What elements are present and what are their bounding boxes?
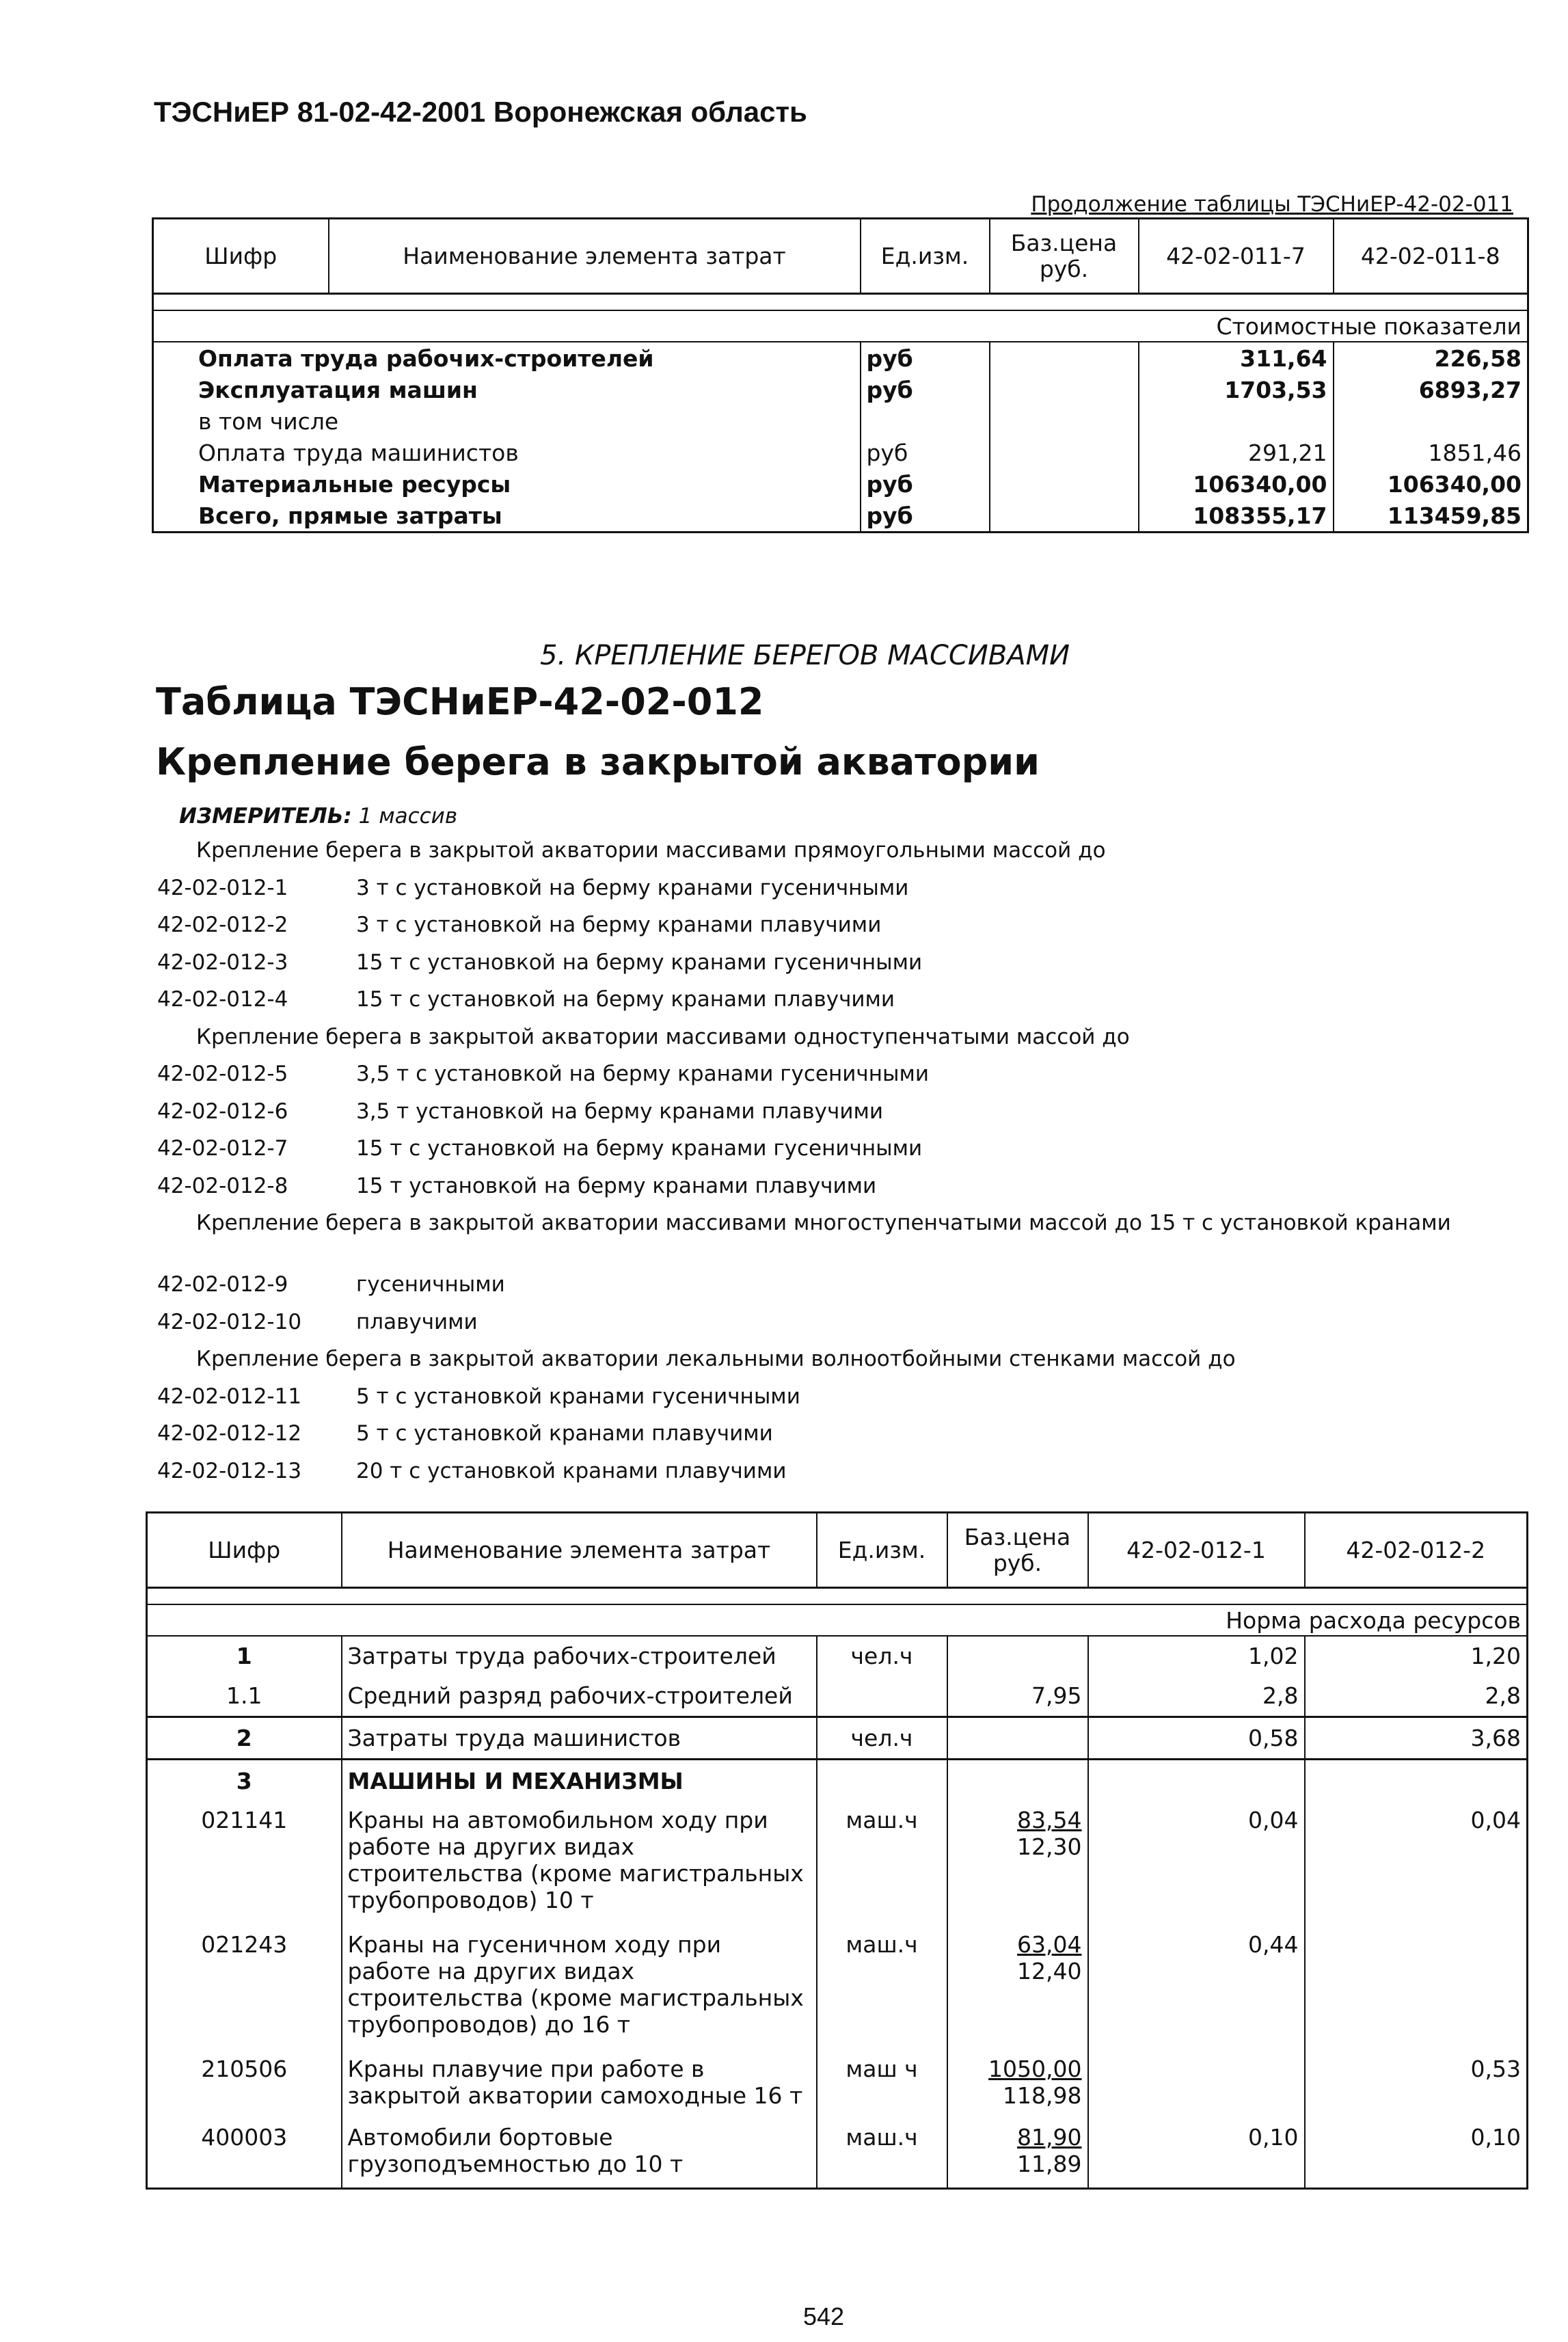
list-item-code: 42-02-012-5 <box>157 1062 288 1086</box>
table-row: 1 Затраты труда рабочих-строителей чел.ч 1,02 1,20 <box>147 1636 1528 1675</box>
table-row: 021243 Краны на гусеничном ходу при работе на других видах строительства (кроме магистральных трубопроводов) до 16 т маш.ч 63,04 12,40 0,44 <box>147 1927 1528 2051</box>
col-header-code: Шифр <box>153 219 329 294</box>
group-heading: Крепление берега в закрытой акватории массивами одноступенчатыми массой до <box>196 1025 1130 1049</box>
table-row: 1.1 Средний разряд рабочих-строителей 7,95 2,8 2,8 <box>147 1675 1528 1717</box>
measure-line <box>179 804 457 829</box>
measure-value: 1 массив <box>358 804 458 829</box>
list-item-code: 42-02-012-7 <box>157 1136 288 1161</box>
list-item-code: 42-02-012-1 <box>157 876 288 900</box>
list-item-code: 42-02-012-6 <box>157 1099 288 1124</box>
col-header-unit: Ед.изм. <box>817 1513 947 1588</box>
table-row: Всего, прямые затраты руб 108355,17 113459,85 <box>153 500 1528 533</box>
table-row: Оплата труда машинистов руб 291,21 1851,46 <box>153 437 1528 468</box>
list-item-text: 3,5 т установкой на берму кранами плавучими <box>356 1099 884 1124</box>
list-item-text: 15 т с установкой на берму кранами плавучими <box>356 987 895 1012</box>
group-heading: Крепление берега в закрытой акватории массивами прямоугольными массой до <box>196 838 1106 863</box>
table-header-row <box>147 1513 1528 1588</box>
col-header-name: Наименование элемента затрат <box>329 219 861 294</box>
table-title: Таблица ТЭСНиЕР-42-02-012 <box>156 680 764 723</box>
list-item-text: 15 т с установкой на берму кранами гусеничными <box>356 950 923 975</box>
col-header-v2: 42-02-012-2 <box>1305 1513 1528 1588</box>
list-item-code: 42-02-012-10 <box>157 1310 302 1334</box>
resource-norms-table <box>146 1511 1528 2190</box>
table-row: 210506 Краны плавучие при работе в закрытой акватории самоходные 16 т маш ч 1050,00 118,98 0,53 <box>147 2051 1528 2120</box>
list-item-text: 20 т с установкой кранами плавучими <box>356 1459 787 1483</box>
cost-indicators-table <box>152 217 1529 533</box>
table-row: 021141 Краны на автомобильном ходу при работе на других видах строительства (кроме магистральных трубопроводов) 10 т маш.ч 83,54 12,30 0,04 0,04 <box>147 1803 1528 1927</box>
list-item-text: 3,5 т с установкой на берму кранами гусеничными <box>356 1062 929 1086</box>
list-item-text: 3 т с установкой на берму кранами гусеничными <box>356 876 909 900</box>
section-heading: 5. КРЕПЛЕНИЕ БЕРЕГОВ МАССИВАМИ <box>540 640 1070 671</box>
page-number: 542 <box>803 2302 845 2330</box>
table-row: Эксплуатация машин руб 1703,53 6893,27 <box>153 374 1528 405</box>
list-item-text: плавучими <box>356 1310 478 1334</box>
table-row: 3 МАШИНЫ И МЕХАНИЗМЫ <box>147 1759 1528 1803</box>
col-header-code: Шифр <box>147 1513 342 1588</box>
table-row: в том числе <box>153 405 1528 437</box>
list-item-text: 15 т установкой на берму кранами плавучими <box>356 1174 877 1198</box>
measure-label: ИЗМЕРИТЕЛЬ: <box>179 804 352 829</box>
page-header-title: ТЭСНиЕР 81-02-42-2001 Воронежская область <box>154 96 807 128</box>
col-header-v2: 42-02-011-8 <box>1334 219 1528 294</box>
table-row: 2 Затраты труда машинистов чел.ч 0,58 3,68 <box>147 1717 1528 1759</box>
col-header-v1: 42-02-011-7 <box>1139 219 1334 294</box>
group-heading: Крепление берега в закрытой акватории лекальными волноотбойными стенками массой до <box>196 1347 1236 1371</box>
list-item-text: 5 т с установкой кранами гусеничными <box>356 1384 800 1409</box>
list-item-text: гусеничными <box>356 1272 505 1297</box>
table-header-row <box>153 219 1528 294</box>
list-item-code: 42-02-012-9 <box>157 1272 288 1297</box>
table-row: Материальные ресурсы руб 106340,00 106340,00 <box>153 468 1528 500</box>
table-subtitle: Крепление берега в закрытой акватории <box>156 740 1040 783</box>
section-row <box>147 1604 1528 1636</box>
list-item-code: 42-02-012-12 <box>157 1421 302 1446</box>
col-header-price: Баз.цена руб. <box>990 219 1139 294</box>
table-row: Оплата труда рабочих-строителей руб 311,64 226,58 <box>153 342 1528 374</box>
list-item-code: 42-02-012-11 <box>157 1384 302 1409</box>
group-heading: Крепление берега в закрытой акватории массивами многоступенчатыми массой до 15 т с установкой кранами <box>196 1211 1451 1235</box>
table-continuation-note: Продолжение таблицы ТЭСНиЕР-42-02-011 <box>1031 192 1513 217</box>
list-item-text: 5 т с установкой кранами плавучими <box>356 1421 773 1446</box>
section-label: Норма расхода ресурсов <box>147 1604 1528 1636</box>
list-item-code: 42-02-012-3 <box>157 950 288 975</box>
col-header-unit: Ед.изм. <box>861 219 990 294</box>
col-header-name: Наименование элемента затрат <box>342 1513 817 1588</box>
list-item-text: 15 т с установкой на берму кранами гусеничными <box>356 1136 923 1161</box>
col-header-v1: 42-02-012-1 <box>1088 1513 1305 1588</box>
list-item-code: 42-02-012-2 <box>157 913 288 937</box>
section-row <box>153 310 1528 342</box>
list-item-code: 42-02-012-4 <box>157 987 288 1012</box>
section-label: Стоимостные показатели <box>153 310 1528 342</box>
list-item-code: 42-02-012-13 <box>157 1459 302 1483</box>
table-row: 400003 Автомобили бортовые грузоподъемностью до 10 т маш.ч 81,90 11,89 0,10 0,10 <box>147 2120 1528 2188</box>
col-header-price: Баз.цена руб. <box>947 1513 1088 1588</box>
list-item-code: 42-02-012-8 <box>157 1174 288 1198</box>
list-item-text: 3 т с установкой на берму кранами плавучими <box>356 913 882 937</box>
